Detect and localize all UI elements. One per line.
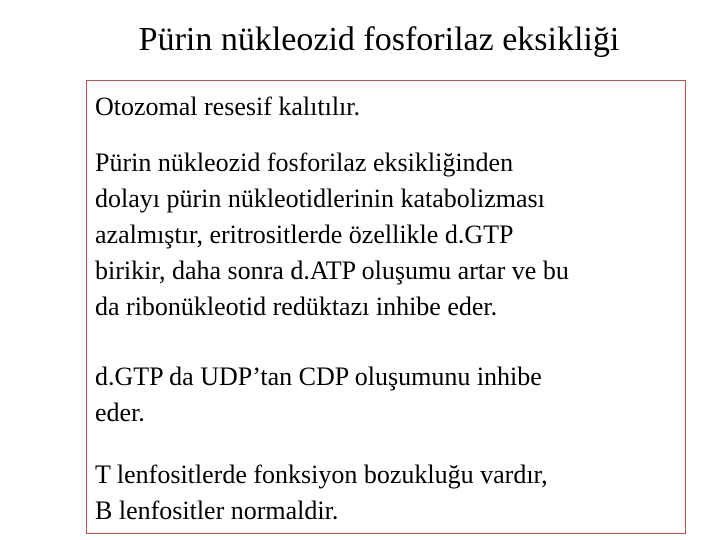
paragraph-line: B lenfositler normaldir. <box>95 496 339 525</box>
paragraph-line: T lenfositlerde fonksiyon bozukluğu vardır, <box>95 460 548 489</box>
paragraph-line: eder. <box>95 398 145 427</box>
slide-title: Pürin nükleozid fosforilaz eksikliği <box>138 21 620 58</box>
paragraph-line: da ribonükleotid redüktazı inhibe eder. <box>95 292 498 321</box>
paragraph-line: dolayı pürin nükleotidlerinin katabolizması <box>95 184 545 213</box>
paragraph-inheritance <box>95 89 360 125</box>
paragraph-line: d.GTP da UDP’tan CDP oluşumunu inhibe <box>95 362 542 391</box>
paragraph-line: Pürin nükleozid fosforilaz eksikliğinden <box>95 148 514 177</box>
content-box <box>86 80 686 534</box>
paragraph-line: birikir, daha sonra d.ATP oluşumu artar ve bu <box>95 256 569 285</box>
paragraph-dgtp <box>95 359 542 431</box>
paragraph-lymphocytes <box>95 457 548 529</box>
paragraph-line: Otozomal resesif kalıtılır. <box>95 92 360 121</box>
paragraph-line: azalmıştır, eritrositlerde özellikle d.GTP <box>95 220 514 249</box>
paragraph-mechanism <box>95 145 569 325</box>
